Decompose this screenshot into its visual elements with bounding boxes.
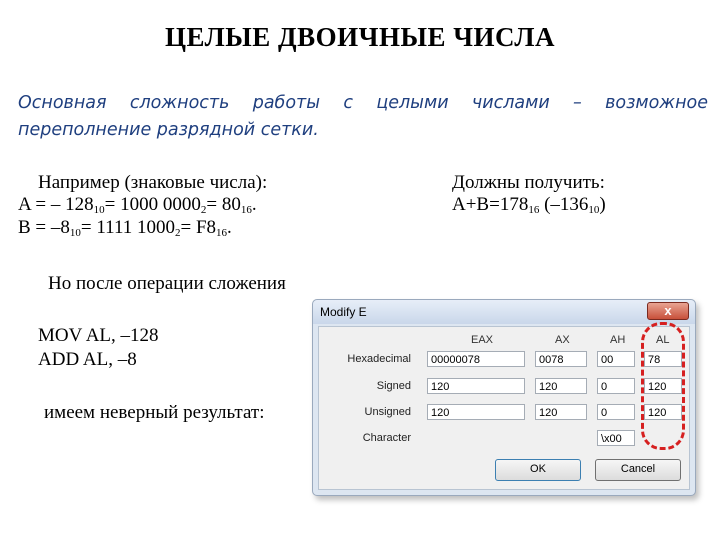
row-label-unsigned: Unsigned (364, 406, 411, 418)
signed-eax-field[interactable]: 120 (427, 378, 525, 394)
row-label-hexadecimal: Hexadecimal (347, 353, 411, 365)
code-line-add: ADD AL, –8 (38, 349, 137, 370)
column-header-al: AL (656, 334, 670, 346)
wrong-result-text: имеем неверный результат: (44, 402, 265, 423)
ok-button[interactable]: OK (495, 459, 581, 481)
dialog-body (318, 326, 690, 490)
subtitle: Основная сложность работы с целыми числами – возможное переполнение разрядной сетки. (18, 93, 708, 141)
expected-line: $A+B=178_{16}$ $(-136_{10})$ (452, 194, 606, 216)
unsigned-ax-field[interactable]: 120 (535, 404, 587, 420)
hex-eax-field[interactable]: 00000078 (427, 351, 525, 367)
dialog-title: Modify E (320, 305, 367, 319)
close-button[interactable]: x (647, 302, 689, 320)
unsigned-eax-field[interactable]: 120 (427, 404, 525, 420)
row-label-signed: Signed (376, 380, 411, 392)
column-header-ax: AX (555, 334, 570, 346)
code-line-mov: MOV AL, –128 (38, 325, 159, 346)
row-label-character: Character (362, 432, 411, 444)
signed-ah-field[interactable]: 0 (597, 378, 635, 394)
page-title: ЦЕЛЫЕ ДВОИЧНЫЕ ЧИСЛА (165, 22, 555, 52)
hex-al-field[interactable]: 78 (644, 351, 682, 367)
unsigned-ah-field[interactable]: 0 (597, 404, 635, 420)
example-line-a: A = – $128_{10}= 1000$ $0000_2= 80_{16}$. (18, 194, 257, 216)
column-header-ah: AH (610, 334, 626, 346)
hex-ax-field[interactable]: 0078 (535, 351, 587, 367)
expected-heading: Должны получить: (452, 172, 605, 193)
after-operation-text: Но после операции сложения (48, 273, 286, 294)
signed-ax-field[interactable]: 120 (535, 378, 587, 394)
cancel-button[interactable]: Cancel (595, 459, 681, 481)
al-column-highlight (641, 322, 685, 450)
signed-al-field[interactable]: 120 (644, 378, 682, 394)
column-header-eax: EAX (471, 334, 494, 346)
modify-dialog (312, 299, 696, 496)
example-heading: Например (знаковые числа): (38, 172, 268, 193)
dialog-titlebar[interactable] (313, 300, 695, 324)
example-line-b: $B = -8_{10}= 1111$ $1000_2= F8_{16}$. (18, 217, 232, 239)
unsigned-al-field[interactable]: 120 (644, 404, 682, 420)
hex-ah-field[interactable]: 00 (597, 351, 635, 367)
character-field[interactable]: \x00 (597, 430, 635, 446)
